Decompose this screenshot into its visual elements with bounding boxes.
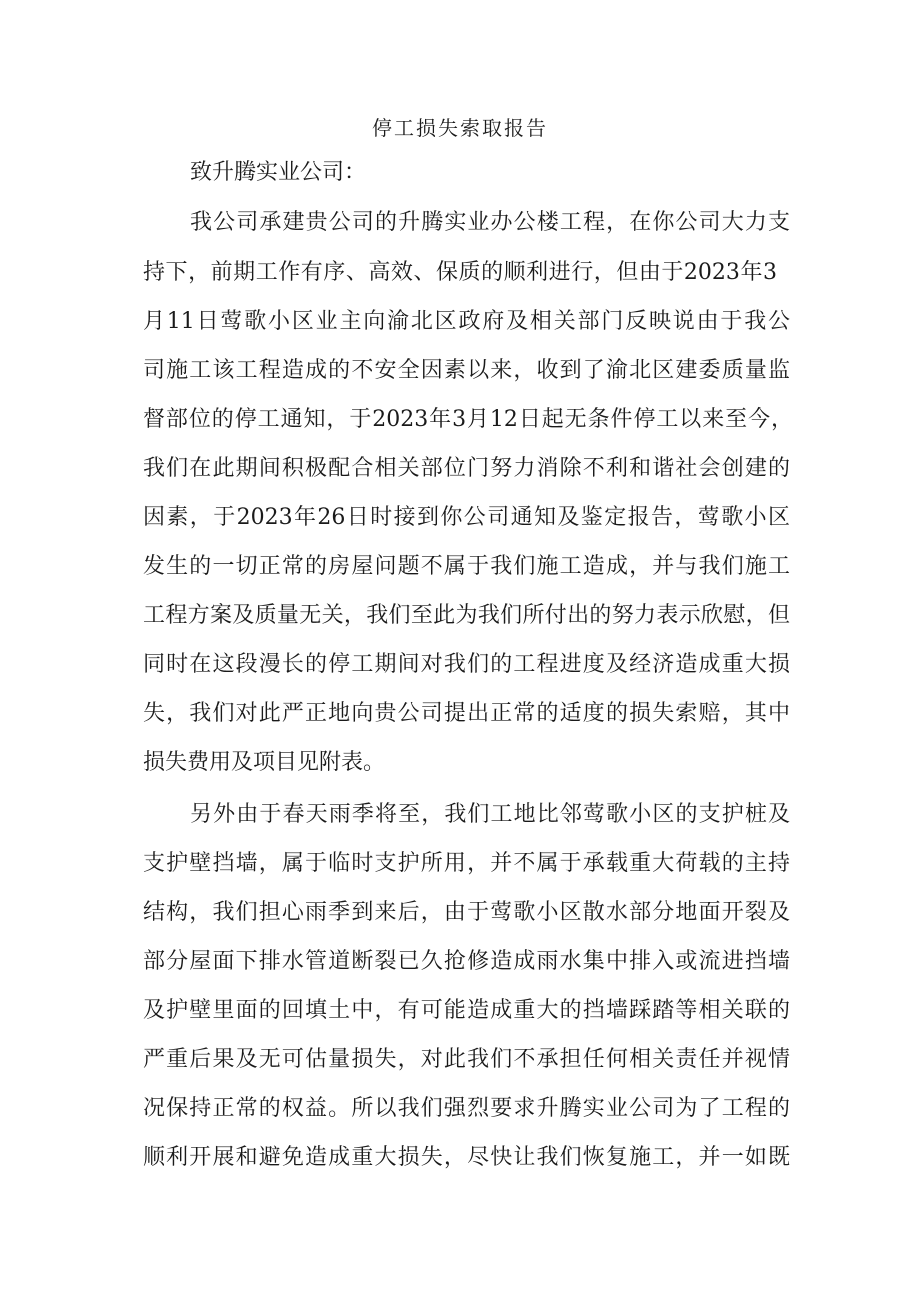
paragraph1-line: 同时在这段漫长的停工期间对我们的工程进度及经济造成重大损 bbox=[143, 652, 790, 677]
paragraph1-line: 持下，前期工作有序、高效、保质的顺利进行，但由于2023年3 bbox=[143, 260, 777, 285]
paragraph2-line: 及护壁里面的回填土中，有可能造成重大的挡墙踩踏等相关联的 bbox=[143, 998, 790, 1023]
paragraph1-line: 司施工该工程造成的不安全因素以来，收到了渝北区建委质量监 bbox=[143, 358, 790, 383]
paragraph2-line: 况保持正常的权益。所以我们强烈要求升腾实业公司为了工程的 bbox=[143, 1096, 790, 1121]
paragraph1-line: 我公司承建贵公司的升腾实业办公楼工程，在你公司大力支 bbox=[190, 210, 790, 235]
paragraph1-line: 失，我们对此严正地向贵公司提出正常的适度的损失索赔，其中 bbox=[143, 701, 790, 726]
paragraph1-line: 因素，于2023年26日时接到你公司通知及鉴定报告，莺歌小区 bbox=[143, 505, 790, 530]
paragraph2-line: 部分屋面下排水管道断裂已久抢修造成雨水集中排入或流进挡墙 bbox=[143, 949, 790, 974]
paragraph2-line: 严重后果及无可估量损失，对此我们不承担任何相关责任并视情 bbox=[143, 1047, 790, 1072]
paragraph2-line: 顺利开展和避免造成重大损失，尽快让我们恢复施工，并一如既 bbox=[143, 1145, 790, 1170]
paragraph2-line: 另外由于春天雨季将至，我们工地比邻莺歌小区的支护桩及 bbox=[190, 802, 790, 827]
paragraph1-line: 我们在此期间积极配合相关部位门努力消除不利和谐社会创建的 bbox=[143, 456, 790, 481]
paragraph1-line: 月11日莺歌小区业主向渝北区政府及相关部门反映说由于我公 bbox=[143, 309, 790, 334]
paragraph2-line: 支护壁挡墙，属于临时支护所用，并不属于承载重大荷载的主持 bbox=[143, 851, 790, 876]
salutation: 致升腾实业公司： bbox=[190, 160, 367, 185]
paragraph1-line: 损失费用及项目见附表。 bbox=[143, 750, 386, 775]
document-title: 停工损失索取报告 bbox=[372, 116, 548, 140]
paragraph2-line: 结构，我们担心雨季到来后，由于莺歌小区散水部分地面开裂及 bbox=[143, 900, 790, 925]
paragraph1-line: 督部位的停工通知，于2023年3月12日起无条件停工以来至今， bbox=[143, 407, 793, 432]
paragraph1-line: 发生的一切正常的房屋问题不属于我们施工造成，并与我们施工 bbox=[143, 554, 790, 579]
paragraph1-line: 工程方案及质量无关，我们至此为我们所付出的努力表示欣慰，但 bbox=[143, 603, 790, 628]
